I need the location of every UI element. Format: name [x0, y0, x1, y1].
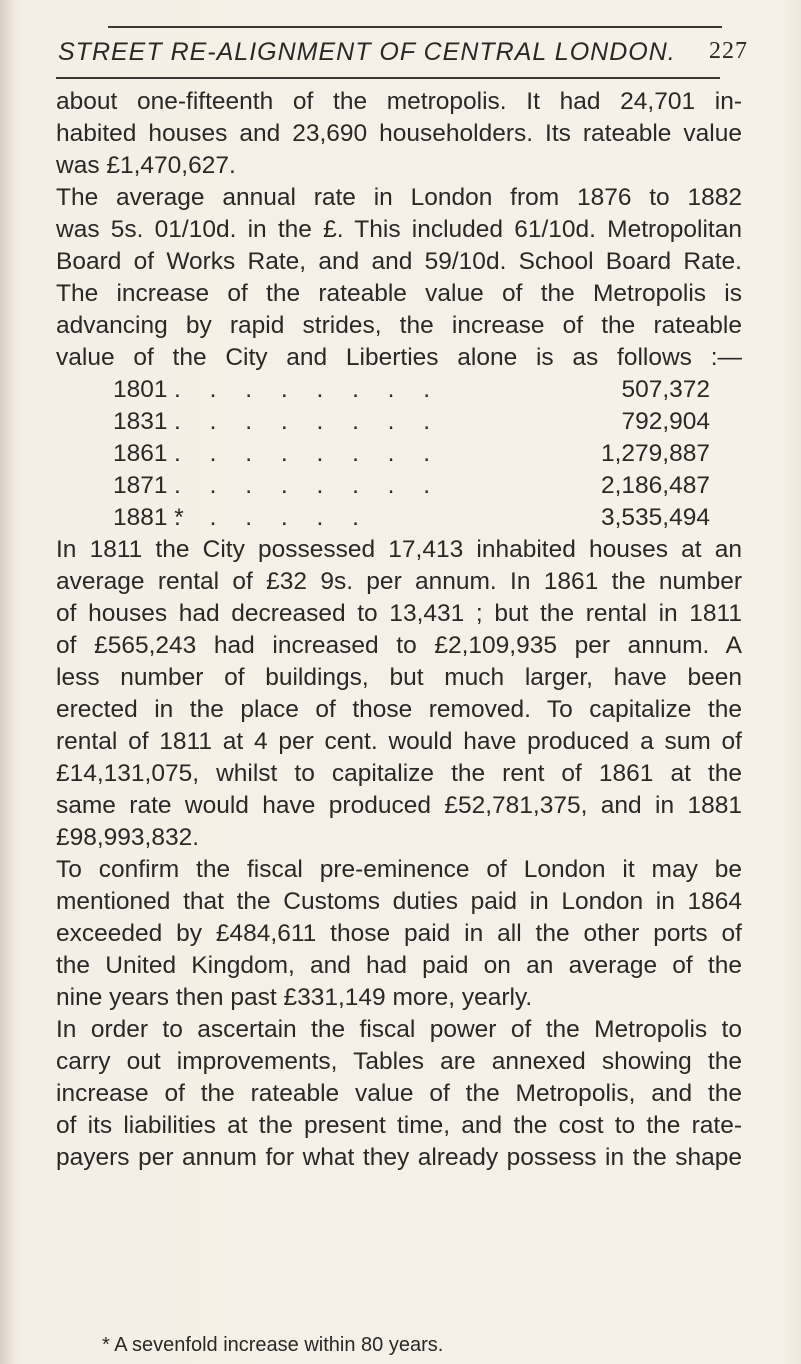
table-row	[56, 406, 742, 438]
page-spine-shadow	[0, 0, 14, 1364]
table-year: 1881 *	[113, 504, 184, 531]
table-leader-dots: . . . . . . . .	[174, 376, 442, 403]
text-line: To confirm the fiscal pre-eminence of London it may be	[56, 856, 742, 883]
page-number: 227	[709, 38, 748, 64]
text-line: The increase of the rateable value of the Metropolis is	[56, 280, 742, 307]
table-value: 792,904	[621, 408, 710, 435]
table-row	[56, 374, 742, 406]
table-leader-dots: . . . . . . . .	[174, 472, 442, 499]
header-rule	[56, 77, 720, 79]
text-line: nine years then past £331,149 more, yearly.	[56, 984, 533, 1011]
text-line: was £1,470,627.	[56, 152, 236, 179]
text-line: The average annual rate in London from 1876 to 1882	[56, 184, 742, 211]
table-year: 1861	[113, 440, 168, 467]
table-leader-dots: . . . . . . . .	[174, 440, 442, 467]
text-line: of its liabilities at the present time, and the cost to the rate-	[56, 1112, 742, 1139]
table-year: 1871	[113, 472, 168, 499]
text-line: about one-fifteenth of the metropolis. It had 24,701 in-	[56, 88, 742, 115]
text-line: In order to ascertain the fiscal power of the Metropolis to	[56, 1016, 742, 1043]
running-title: STREET RE-ALIGNMENT OF CENTRAL LONDON.	[58, 38, 676, 66]
text-line: was 5s. 01/10d. in the £. This included 61/10d. Metropolitan	[56, 216, 742, 243]
table-row	[56, 502, 742, 534]
text-line: In 1811 the City possessed 17,413 inhabited houses at an	[56, 536, 742, 563]
text-line: erected in the place of those removed. To capitalize the	[56, 696, 742, 723]
table-value: 1,279,887	[601, 440, 710, 467]
text-line: rental of 1811 at 4 per cent. would have produced a sum of	[56, 728, 742, 755]
text-line: exceeded by £484,611 those paid in all the other ports of	[56, 920, 742, 947]
running-header	[58, 38, 748, 78]
table-year: 1831	[113, 408, 168, 435]
text-line: carry out improvements, Tables are annexed showing the	[56, 1048, 742, 1075]
body-text	[56, 86, 742, 1174]
table-leader-dots: . . . . . . . .	[174, 408, 442, 435]
table-value: 2,186,487	[601, 472, 710, 499]
text-line: £14,131,075, whilst to capitalize the rent of 1861 at the	[56, 760, 742, 787]
text-line: mentioned that the Customs duties paid in London in 1864	[56, 888, 742, 915]
table-leader-dots: . . . . . .	[174, 504, 370, 531]
text-line: value of the City and Liberties alone is as follows :—	[56, 344, 742, 371]
table-value: 507,372	[621, 376, 710, 403]
top-rule	[108, 26, 722, 28]
text-line: increase of the rateable value of the Metropolis, and the	[56, 1080, 742, 1107]
text-line: average rental of £32 9s. per annum. In 1861 the number	[56, 568, 742, 595]
text-line: habited houses and 23,690 householders. Its rateable value	[56, 120, 742, 147]
text-line: £98,993,832.	[56, 824, 200, 851]
text-line: of houses had decreased to 13,431 ; but the rental in 1811	[56, 600, 742, 627]
table-value: 3,535,494	[601, 504, 710, 531]
text-line: payers per annum for what they already possess in the shape	[56, 1144, 742, 1171]
footnote: * A sevenfold increase within 80 years.	[102, 1334, 444, 1356]
text-line: of £565,243 had increased to £2,109,935 per annum. A	[56, 632, 742, 659]
text-line: Board of Works Rate, and and 59/10d. School Board Rate.	[56, 248, 742, 275]
text-line: the United Kingdom, and had paid on an average of the	[56, 952, 742, 979]
text-line: same rate would have produced £52,781,375, and in 1881	[56, 792, 742, 819]
table-row	[56, 470, 742, 502]
table-row	[56, 438, 742, 470]
table-year: 1801	[113, 376, 168, 403]
text-line: advancing by rapid strides, the increase of the rateable	[56, 312, 742, 339]
text-line: less number of buildings, but much larger, have been	[56, 664, 742, 691]
